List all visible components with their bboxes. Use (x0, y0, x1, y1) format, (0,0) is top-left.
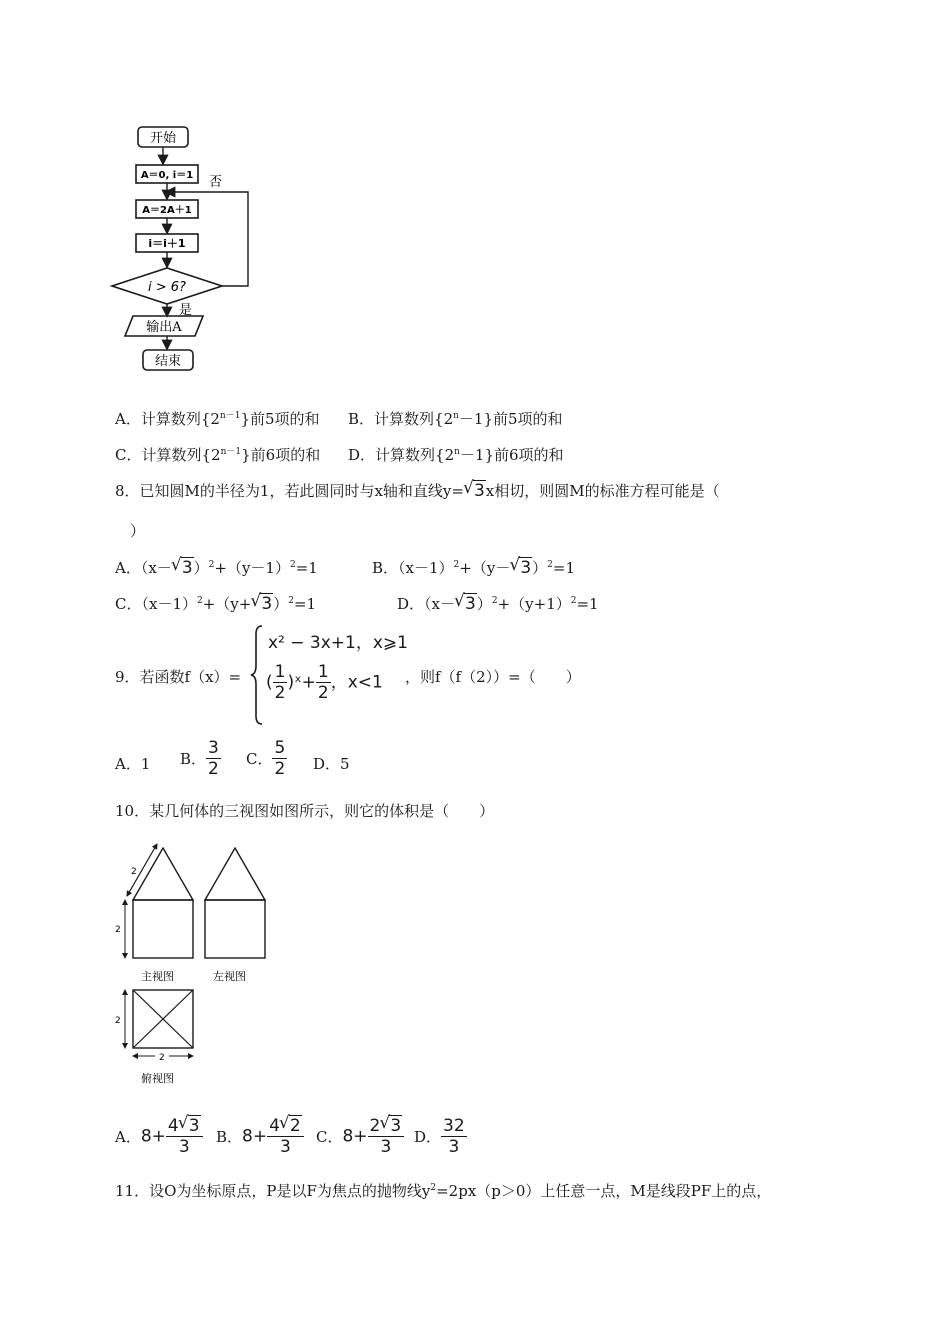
q9-option-b (180, 738, 221, 779)
q8-option-c-end: =1 (293, 595, 317, 613)
flowchart-yes-label: 是 (179, 303, 193, 318)
q8-option-d-post: +（y+1） (497, 595, 571, 613)
q9-case2 (266, 662, 383, 703)
q8-option-b-pre: （x－1） (398, 559, 454, 577)
q8-option-d-label: D． (397, 595, 425, 613)
q8-option-c-mid: +（y+ (202, 595, 252, 613)
front-view-height-dim: 2 (115, 925, 121, 935)
q8-option-b-post: ） (532, 559, 548, 577)
flowchart-assign-text: A＝2A＋1 (142, 205, 192, 216)
q9-case2-frac2: $\frac{1}{2}$ (317, 662, 329, 703)
q8-option-c-sq1: 2 (197, 596, 203, 606)
q8-option-d (397, 594, 599, 614)
side-view (205, 848, 265, 983)
flowchart-init-text: A＝0, i＝1 (140, 170, 194, 181)
q11-stem-part-a: 11．设O为坐标原点，P是以F为焦点的抛物线y (115, 1182, 431, 1200)
q9-stem: 9．若函数f（x）= (115, 668, 242, 686)
q7-option-d-suffix: －1}前6项的和 (459, 446, 564, 464)
q7-option-c-prefix: C．计算数列{2 (115, 446, 221, 464)
q9-case2-open: ( (266, 672, 273, 693)
q9-brace (250, 624, 264, 726)
q8-option-d-pre: （x－ (424, 595, 455, 613)
flowchart-output-text: 输出A (146, 320, 182, 335)
q10-option-c-int: 8+ (342, 1126, 368, 1147)
q9-case2-cond: ，x<1 (330, 672, 383, 693)
q10-option-a-int: 8+ (140, 1126, 166, 1147)
q7-option-d (348, 445, 564, 465)
q9-question: ，则f（f（2））=（ ） (405, 668, 581, 686)
q9-option-a: A．1 (115, 755, 151, 773)
q10-option-d (414, 1116, 467, 1157)
front-view-label: 主视图 (141, 970, 174, 983)
q8-stem-root: √ 3 (464, 481, 486, 501)
q10-option-b-label: B． (216, 1128, 243, 1146)
q8-option-c-sq2: 2 (288, 596, 294, 606)
q7-option-b (348, 409, 563, 429)
q8-option-d-mid: ） (476, 595, 492, 613)
q10-option-c (316, 1116, 404, 1157)
q8-option-a-label: A． (115, 559, 141, 577)
q8-option-c (115, 594, 316, 614)
front-view-slant-dim: 2 (131, 867, 137, 877)
q10-option-a-label: A． (115, 1128, 141, 1146)
q8-option-a-sq1: 2 (208, 560, 215, 570)
q8-stem-part-b: x相切，则圆M的标准方程可能是（ (485, 482, 720, 500)
q9-option-c-frac: $\frac{5}{2}$ (274, 738, 286, 779)
q8-option-c-post: ） (273, 595, 289, 613)
q8-option-c-label: C． (115, 595, 142, 613)
top-view-label: 俯视图 (141, 1072, 174, 1085)
q8-stem (115, 481, 720, 501)
q8-option-b-end: =1 (552, 559, 576, 577)
q8-option-a-root: √ 3 (172, 558, 194, 578)
flowchart-start-text: 开始 (149, 131, 177, 146)
q8-option-a-post: +（y－1） (214, 559, 290, 577)
q8-option-b-label: B． (372, 559, 399, 577)
q8-option-d-sq2: 2 (570, 596, 577, 606)
q7-option-c-sup: n－1 (220, 447, 242, 457)
q8-option-a-sq2: 2 (289, 560, 296, 570)
q11-sup: 2 (430, 1183, 437, 1193)
q9-case1: x² − 3x+1，x⩾1 (268, 633, 408, 653)
q9-option-b-label: B． (180, 750, 207, 768)
q8-stem-close: ） (130, 522, 146, 540)
q8-option-b (372, 558, 575, 578)
q8-option-d-sq1: 2 (491, 596, 498, 606)
flowchart (105, 118, 265, 380)
q7-option-c (115, 445, 320, 465)
flowchart-condition-text: i > 6? (148, 280, 186, 295)
q8-option-a-pre: （x－ (140, 559, 172, 577)
q8-option-b-sq1: 2 (453, 560, 460, 570)
q8-option-a-end: =1 (295, 559, 318, 577)
q10-three-views (105, 838, 295, 1090)
top-view-width-dim: 2 (159, 1053, 165, 1063)
q8-option-a-mid: ） (193, 559, 209, 577)
q8-option-b-sq2: 2 (547, 560, 553, 570)
q7-option-b-sup: n (453, 411, 459, 421)
q10-option-d-label: D． (414, 1128, 442, 1146)
side-view-label: 左视图 (213, 970, 246, 983)
q7-option-a-suffix: }前5项的和 (240, 410, 320, 428)
q10-option-a-frac: $\frac{4√ 3}{3}$ (166, 1116, 203, 1157)
q11-stem-part-b: =2px（p＞0）上任意一点，M是线段PF上的点， (436, 1182, 772, 1200)
front-view (115, 844, 193, 983)
q9-option-d: D．5 (313, 755, 350, 773)
q7-option-b-prefix: B．计算数列{2 (348, 410, 454, 428)
q8-option-b-root: √ 3 (510, 558, 532, 578)
q7-option-a-sup: n－1 (219, 411, 241, 421)
q8-option-b-mid: +（y－ (459, 559, 511, 577)
q7-option-a (115, 409, 320, 429)
q10-option-a (115, 1116, 203, 1157)
q7-option-d-prefix: D．计算数列{2 (348, 446, 455, 464)
q8-option-c-root: √ 3 (251, 594, 273, 614)
q9-option-b-frac: $\frac{3}{2}$ (208, 738, 219, 779)
q9-option-c-label: C． (246, 750, 273, 768)
q10-option-b-int: 8+ (242, 1126, 268, 1147)
q10-option-c-label: C． (316, 1128, 343, 1146)
q7-option-c-suffix: }前6项的和 (241, 446, 321, 464)
q9-option-c (246, 738, 287, 779)
flowchart-increment-text: i＝i＋1 (148, 237, 186, 250)
q7-option-b-suffix: －1}前5项的和 (458, 410, 563, 428)
q9-case2-frac1: $\frac{1}{2}$ (274, 662, 286, 703)
q8-stem-part-a: 8．已知圆M的半径为1，若此圆同时与x轴和直线y= (115, 482, 464, 500)
q10-option-b (216, 1116, 304, 1157)
q10-option-d-frac: $\frac{32}{3}$ (443, 1116, 465, 1157)
flowchart-end-text: 结束 (154, 354, 182, 369)
q10-stem: 10．某几何体的三视图如图所示，则它的体积是（ ） (115, 802, 495, 820)
q11-stem (115, 1181, 771, 1201)
top-view (115, 990, 193, 1085)
q9-case2-mid: )ˣ+ (287, 672, 316, 693)
q7-option-d-sup: n (454, 447, 460, 457)
q8-option-a (115, 558, 318, 578)
top-view-height-dim: 2 (115, 1016, 121, 1026)
q10-option-b-frac: $\frac{4√ 2}{3}$ (267, 1116, 304, 1157)
q8-option-d-end: =1 (576, 595, 599, 613)
q8-option-d-root: √ 3 (455, 594, 477, 614)
flowchart-no-label: 否 (209, 175, 223, 190)
q8-option-c-pre: （x－1） (141, 595, 197, 613)
q7-option-a-prefix: A．计算数列{2 (115, 410, 220, 428)
q10-option-c-frac: $\frac{2√ 3}{3}$ (368, 1116, 405, 1157)
